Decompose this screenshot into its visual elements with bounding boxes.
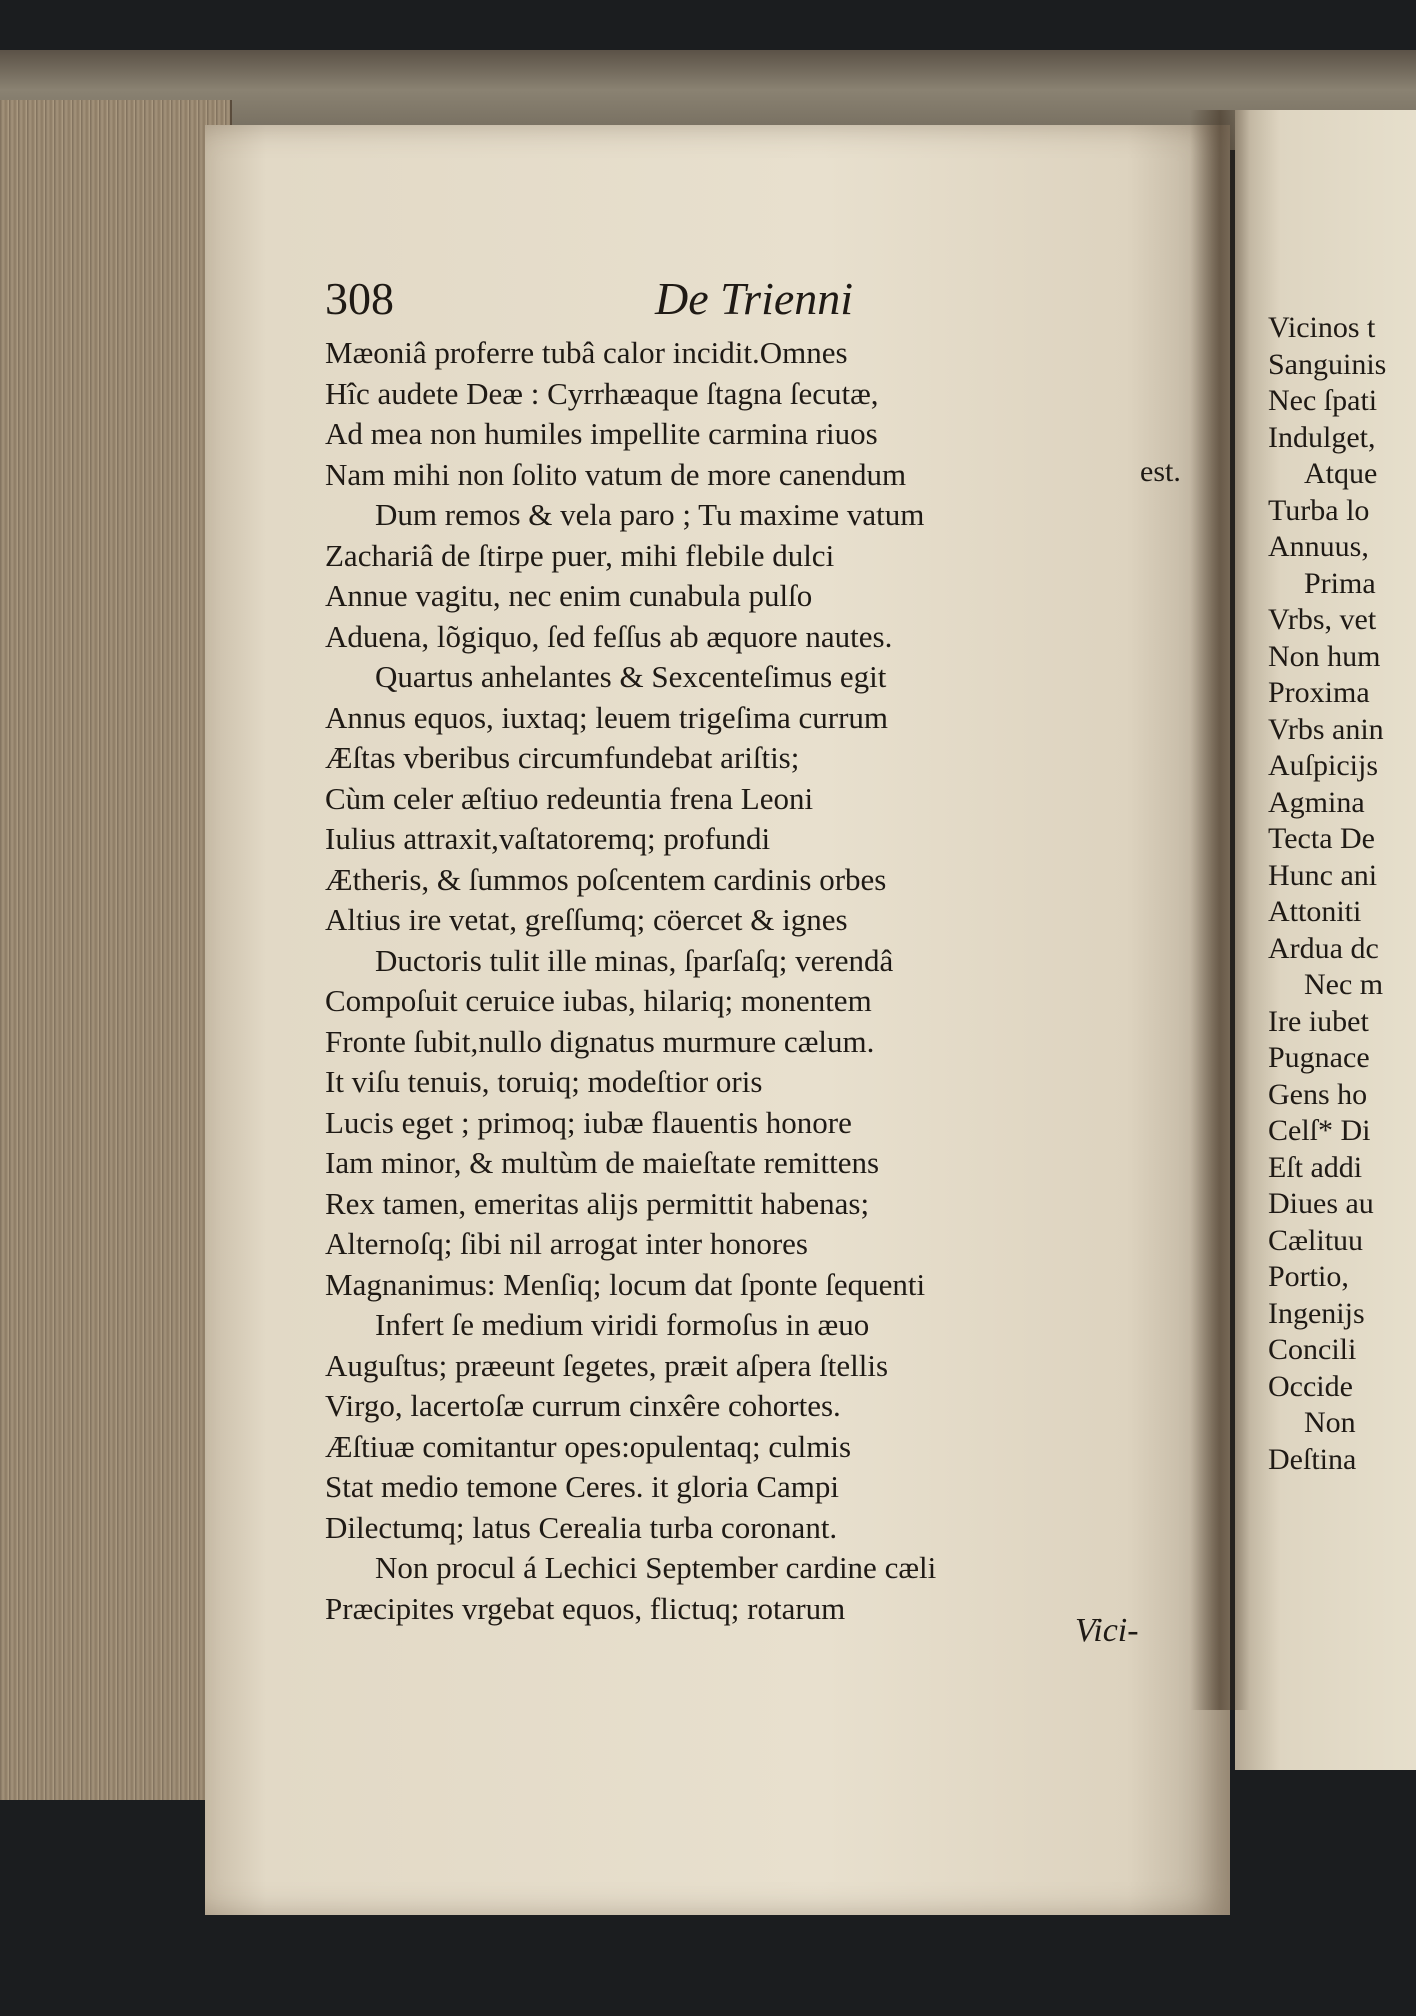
margin-note: est. xyxy=(1140,455,1181,488)
verse-line: Ductoris tulit ille minas, ſparſaſq; verendâ xyxy=(375,942,894,978)
verse-line: Ad mea non humiles impellite carmina riuos xyxy=(325,416,878,451)
verse-line: Eſt addi xyxy=(1268,1150,1363,1184)
verse-line: Infert ſe medium viridi formoſus in æuo xyxy=(375,1307,870,1342)
verse-line: Ingenijs xyxy=(1268,1296,1365,1330)
page-stack-edge xyxy=(0,100,232,1800)
verse-line: Occide xyxy=(1268,1369,1353,1403)
verse-line: Atque xyxy=(1304,457,1378,490)
verse-line: Attoniti xyxy=(1268,895,1362,928)
verse-line: Auguſtus; præeunt ſegetes, præit aſpera ſtellis xyxy=(325,1347,889,1383)
catchword: Vici- xyxy=(1075,1612,1139,1649)
verse-line: Nam mihi non ſolito vatum de more canendum xyxy=(325,456,907,492)
verse-line: Turba lo xyxy=(1268,493,1370,527)
verse-line: Nec ſpati xyxy=(1268,384,1378,417)
verse-line: Aduena, lõgiquo, ſed feſſus ab æquore nautes. xyxy=(325,618,893,654)
running-head xyxy=(325,272,945,322)
verse-line: Prima xyxy=(1304,566,1376,600)
verse-line: Hunc ani xyxy=(1268,858,1378,892)
verse-line: Dilectumq; latus Cerealia turba coronant. xyxy=(325,1509,838,1545)
verse-line: Agmina xyxy=(1268,785,1365,819)
verse-line: Diues au xyxy=(1268,1187,1374,1220)
verse-line: Lucis eget ; primoq; iubæ flauentis honore xyxy=(325,1104,852,1140)
verse-line: Celſ* Di xyxy=(1268,1114,1371,1147)
verse-line: Non hum xyxy=(1268,639,1381,673)
verse-line: Hîc audete Deæ : Cyrrhæaque ſtagna ſecutæ, xyxy=(325,375,879,411)
verse-line: Altius ire vetat, greſſumq; cöercet & ignes xyxy=(325,902,848,937)
right-page-text xyxy=(1268,310,1416,1478)
verse-line: Annue vagitu, nec enim cunabula pulſo xyxy=(325,578,813,613)
verse-line: Annuus, xyxy=(1268,530,1369,563)
verse-line: Ætheris, & ſummos poſcentem cardinis orbes xyxy=(325,861,887,897)
verse-line: Pugnace xyxy=(1268,1041,1370,1074)
verse-line: Cælituu xyxy=(1268,1223,1364,1257)
verse-line: Nec m xyxy=(1304,968,1384,1001)
verse-line: It viſu tenuis, toruiq; modeſtior oris xyxy=(325,1064,763,1099)
verse-line: Æſtiuæ comitantur opes:opulentaq; culmis xyxy=(325,1428,852,1464)
running-head-title: De Trienni xyxy=(655,273,854,324)
page-number: 308 xyxy=(325,273,394,324)
verse-line: Præcipites vrgebat equos, flictuq; rotarum xyxy=(325,1590,846,1626)
verse-line: Sanguinis xyxy=(1268,347,1387,381)
verse-line: Proxima xyxy=(1268,676,1370,709)
verse-line: Magnanimus: Menſiq; locum dat ſponte ſequenti xyxy=(325,1266,926,1302)
verse-line: Stat medio temone Ceres. it gloria Campi xyxy=(325,1469,839,1504)
verse-line: Vrbs, vet xyxy=(1268,603,1377,636)
verse-line: Fronte ſubit,nullo dignatus murmure cælum. xyxy=(325,1023,875,1059)
verse-line: Vrbs anin xyxy=(1268,712,1384,746)
right-verse-lines xyxy=(1268,310,1416,1478)
verse-line: Annus equos, iuxtaq; leuem trigeſima currum xyxy=(325,699,889,735)
verse-line: Concili xyxy=(1268,1333,1357,1366)
verse-line: Non xyxy=(1304,1406,1356,1439)
verse-line: Rex tamen, emeritas alijs permittit habenas; xyxy=(325,1185,870,1221)
verse-line: Virgo, lacertoſæ currum cinxêre cohortes. xyxy=(325,1388,841,1423)
verse-line: Vicinos t xyxy=(1268,311,1376,344)
book-gutter xyxy=(1190,110,1250,1710)
verse-line: Ire iubet xyxy=(1268,1004,1369,1038)
verse-line: Gens ho xyxy=(1268,1077,1368,1111)
verse-line: Dum remos & vela paro ; Tu maxime vatum xyxy=(375,497,925,532)
verse-line: Auſpicijs xyxy=(1268,749,1378,782)
verse-line: Cùm celer æſtiuo redeuntia frena Leoni xyxy=(325,780,814,816)
verse-line: Portio, xyxy=(1268,1260,1349,1293)
verse-line: Ardua dc xyxy=(1268,931,1379,965)
left-verse-lines xyxy=(325,333,936,1629)
verse-line: Compoſuit ceruice iubas, hilariq; monentem xyxy=(325,983,872,1018)
verse-line: Æſtas vberibus circumfundebat ariſtis; xyxy=(325,740,800,775)
verse-line: Iulius attraxit,vaſtatoremq; profundi xyxy=(325,821,771,856)
verse-line: Non procul á Lechici September cardine cæli xyxy=(375,1550,937,1585)
verse-line: Mæoniâ proferre tubâ calor incidit.Omnes xyxy=(325,335,848,370)
verse-line: Quartus anhelantes & Sexcenteſimus egit xyxy=(375,659,887,694)
verse-line: Tecta De xyxy=(1268,822,1375,855)
verse-line: Indulget, xyxy=(1268,420,1376,454)
verse-line: Iam minor, & multùm de maieſtate remittens xyxy=(325,1145,880,1180)
verse-line: Alternoſq; ſibi nil arrogat inter honores xyxy=(325,1226,808,1261)
verse-line: Deſtina xyxy=(1268,1442,1357,1476)
verse-line: Zachariâ de ſtirpe puer, mihi flebile dulci xyxy=(325,537,835,573)
